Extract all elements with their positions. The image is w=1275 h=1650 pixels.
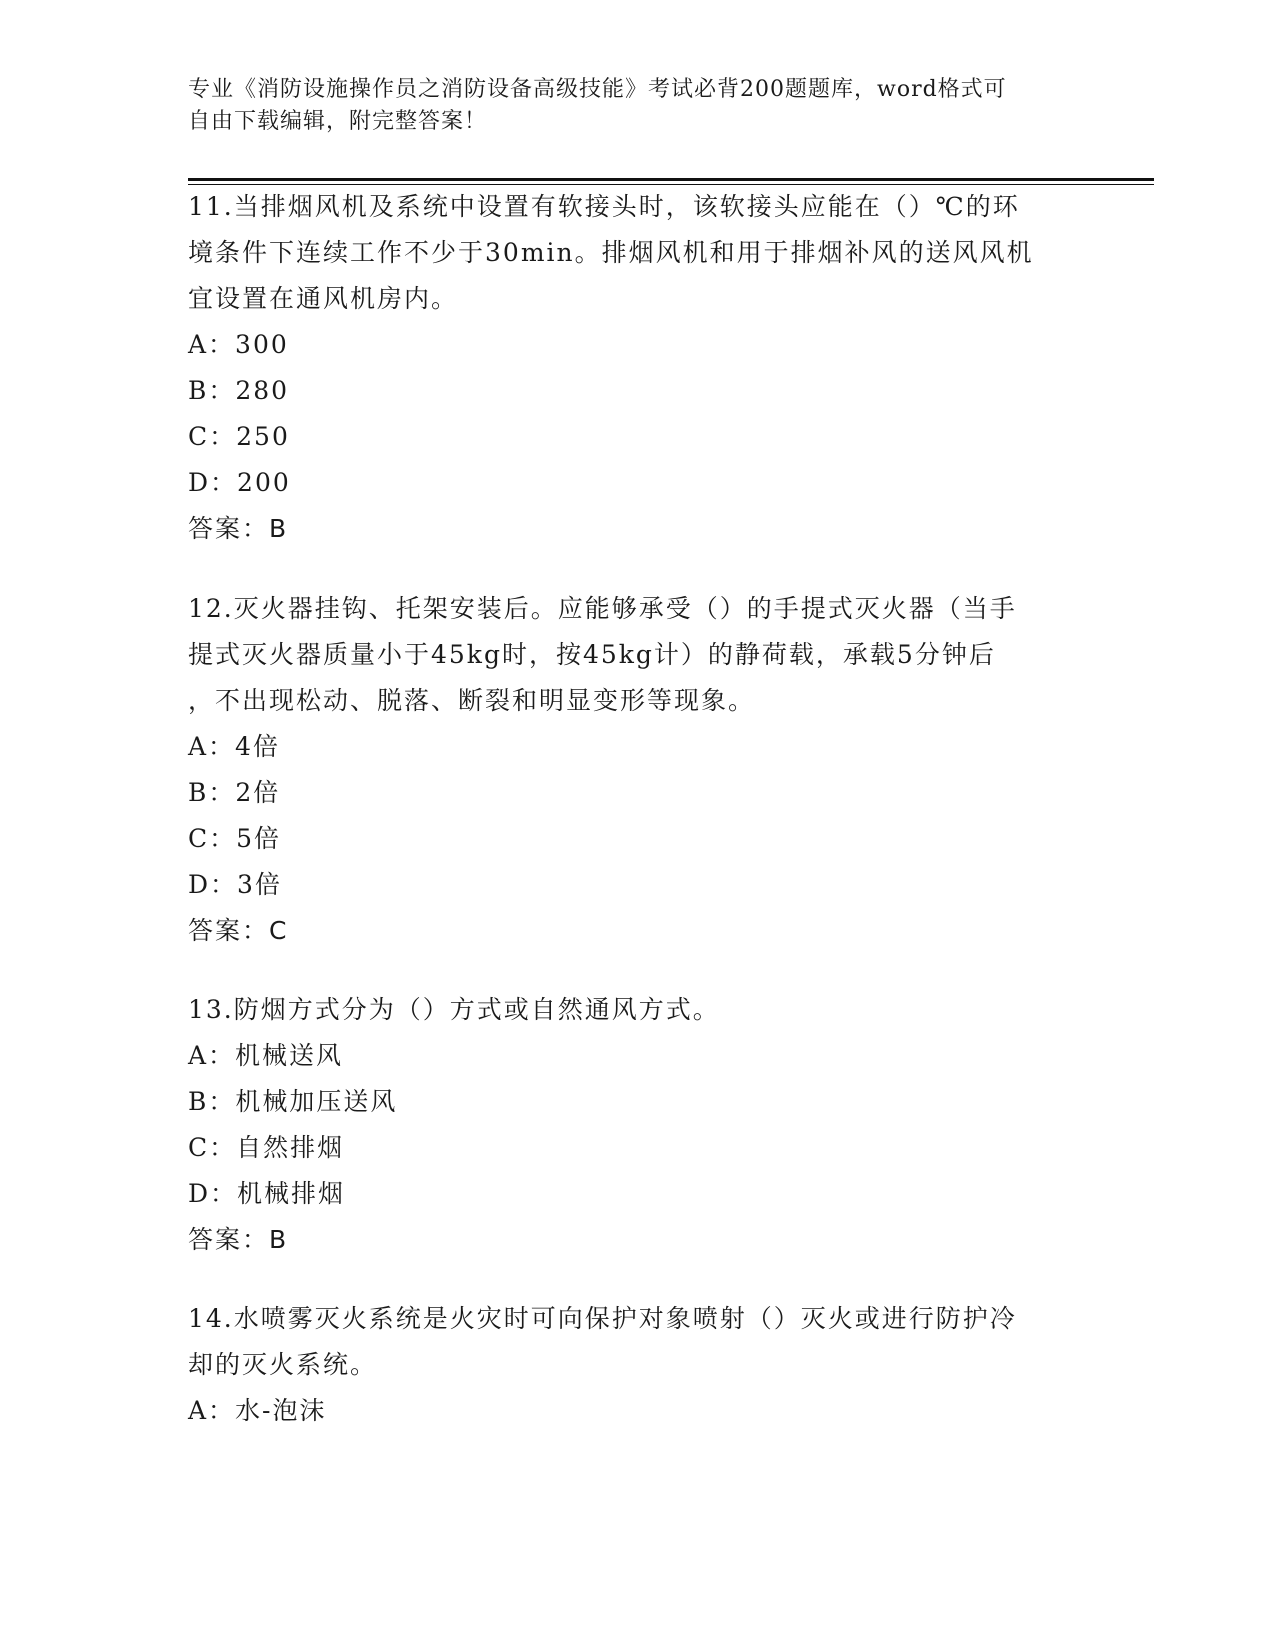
question-stem-line: 11.当排烟风机及系统中设置有软接头时，该软接头应能在（）℃的环 [188, 192, 1020, 221]
option-b: B：2倍 [188, 778, 281, 807]
option-a: A：水-泡沫 [188, 1396, 327, 1425]
option-a: A：机械送风 [188, 1041, 344, 1070]
option-c: C：自然排烟 [188, 1133, 345, 1162]
answer-line: 答案：C [188, 916, 289, 945]
question-14 [188, 1296, 1078, 1434]
option-a: A：300 [188, 330, 289, 359]
option-d: D：机械排烟 [188, 1179, 346, 1208]
option-b: B：机械加压送风 [188, 1087, 398, 1116]
answer-line: 答案：B [188, 1225, 289, 1254]
option-c: C：250 [188, 422, 290, 451]
answer-line: 答案：B [188, 514, 289, 543]
question-13 [188, 987, 1078, 1263]
option-c: C：5倍 [188, 824, 282, 853]
question-stem-line: ，不出现松动、脱落、断裂和明显变形等现象。 [188, 686, 756, 715]
question-stem-line: 提式灭火器质量小于45kg时，按45kg计）的静荷载，承载5分钟后 [188, 640, 996, 669]
question-stem-line: 12.灭火器挂钩、托架安装后。应能够承受（）的手提式灭火器（当手 [188, 594, 1017, 623]
document-header [188, 74, 1088, 138]
question-11 [188, 184, 1078, 552]
question-stem-line: 境条件下连续工作不少于30min。排烟风机和用于排烟补风的送风风机 [188, 238, 1034, 267]
question-stem-line: 却的灭火系统。 [188, 1350, 378, 1379]
option-b: B：280 [188, 376, 290, 405]
question-stem-line: 13.防烟方式分为（）方式或自然通风方式。 [188, 995, 720, 1024]
header-line-1: 专业《消防设施操作员之消防设备高级技能》考试必背200题题库，word格式可 [188, 77, 1007, 102]
question-stem-line: 14.水喷雾灭火系统是火灾时可向保护对象喷射（）灭火或进行防护冷 [188, 1304, 1017, 1333]
header-line-2: 自由下载编辑，附完整答案！ [188, 109, 488, 134]
question-12 [188, 586, 1078, 954]
option-d: D：3倍 [188, 870, 282, 899]
option-d: D：200 [188, 468, 291, 497]
option-a: A：4倍 [188, 732, 280, 761]
question-stem-line: 宜设置在通风机房内。 [188, 284, 459, 313]
header-rule-thick [188, 178, 1154, 181]
